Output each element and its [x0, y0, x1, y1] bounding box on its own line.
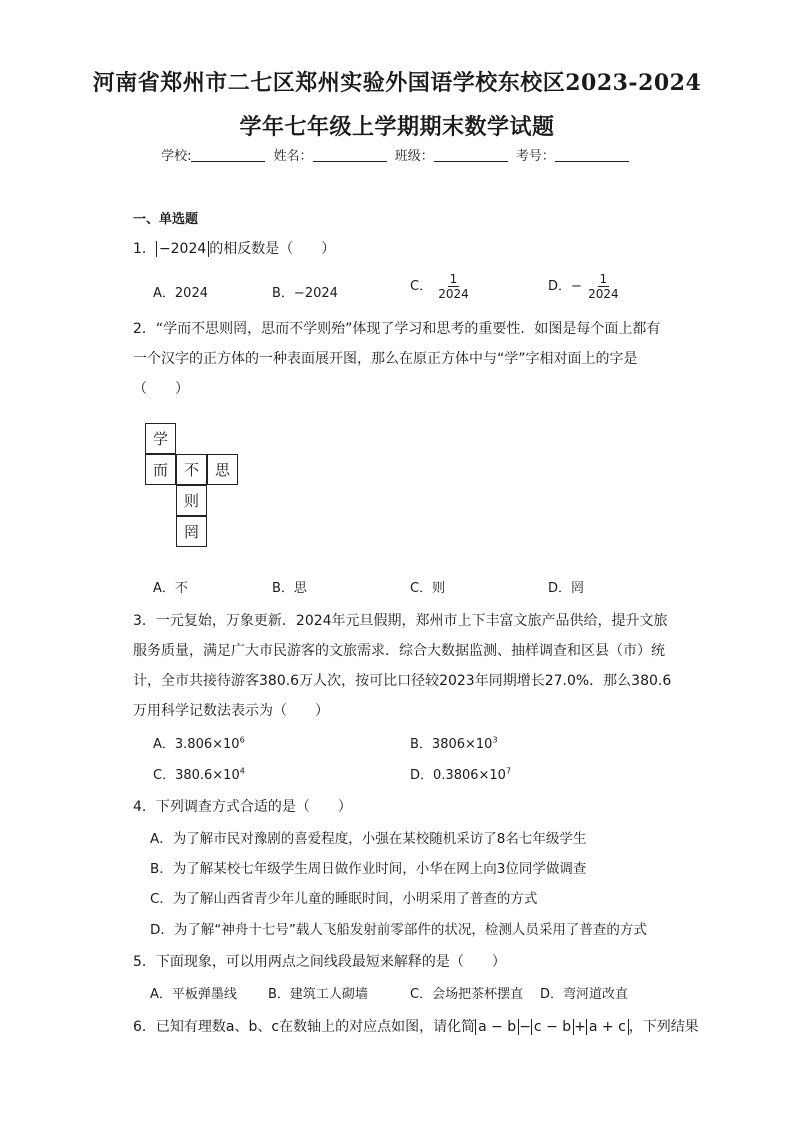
fraction: [436, 272, 471, 301]
q3-option-c[interactable]: [153, 764, 245, 783]
q5-option-a[interactable]: A．平板弹墨线: [150, 987, 237, 1002]
q6-stem-tail: ，下列结果: [628, 1019, 699, 1035]
q2-line2: 一个汉字的正方体的一种表面展开图，那么在原正方体中与“学”字相对面上的字是: [133, 351, 638, 367]
q5-option-c[interactable]: C．会场把茶杯摆直: [410, 987, 524, 1002]
minus-sign: −: [571, 279, 582, 294]
name-blank[interactable]: [313, 147, 387, 162]
q2-line3: （ ）: [133, 381, 189, 397]
exponent: 7: [505, 766, 512, 776]
q3-option-b[interactable]: [410, 733, 498, 752]
q6-minus: −: [519, 1019, 531, 1035]
q6-abs-a-plus-c: a + c: [586, 1019, 629, 1035]
q6-stem-text: 6．已知有理数a、b、c在数轴上的对应点如图，请化简: [133, 1019, 476, 1035]
section-heading: 一、单选题: [133, 212, 199, 227]
option-value: 3806×10: [431, 737, 493, 752]
net-cell-bu: 不: [176, 454, 207, 485]
q6-abs-a-minus-b: a − b: [475, 1019, 519, 1035]
q2-line1: 2．“学而不思则罔，思而不学则殆”体现了学习和思考的重要性．如图是每个面上都有: [133, 321, 661, 337]
q3-line3: 计，全市共接待游客380.6万人次，按可比口径较2023年同期增长27.0%．那么380.6: [133, 673, 672, 689]
q4-option-d[interactable]: D．为了解“神舟十七号”载人飞船发射前零部件的状况，检测人员采用了普查的方式: [150, 922, 647, 938]
q4-stem: 4．下列调查方式合适的是（ ）: [133, 799, 352, 815]
option-value: 2024: [174, 286, 208, 301]
q2-option-a[interactable]: A．不: [153, 581, 188, 596]
exam-title-line1: 河南省郑州市二七区郑州实验外国语学校东校区2023-2024: [92, 70, 702, 96]
q2-option-d[interactable]: D．罔: [548, 581, 585, 596]
q1-stem-text: 的相反数是（ ）: [209, 241, 336, 257]
denominator: 2024: [438, 287, 469, 301]
q3-line1: 3．一元复始，万象更新．2024年元旦假期，郑州市上下丰富文旅产品供给，提升文旅: [133, 613, 668, 629]
denominator: 2024: [588, 287, 619, 301]
net-cell-er: 而: [145, 454, 176, 485]
option-label: C．: [153, 768, 176, 783]
exam-number-blank[interactable]: [555, 147, 629, 162]
option-value: 0.3806×10: [433, 768, 506, 783]
q6-abs-c-minus-b: c − b: [531, 1019, 574, 1035]
option-label: A．: [153, 286, 175, 301]
q4-option-a[interactable]: A．为了解市民对豫剧的喜爱程度，小强在某校随机采访了8名七年级学生: [150, 831, 587, 847]
exponent: 6: [239, 735, 245, 745]
school-blank[interactable]: [191, 147, 265, 162]
question-1: [133, 238, 335, 258]
question-6: [133, 1016, 699, 1036]
q1-number: 1．: [133, 241, 156, 257]
option-label: C．: [410, 279, 433, 294]
q6-plus: +: [574, 1019, 586, 1035]
option-label: A．: [153, 737, 175, 752]
net-cell-si: 思: [207, 454, 238, 485]
option-value: −2024: [293, 286, 338, 301]
exam-number-label: 考号：: [515, 149, 555, 164]
q2-option-c[interactable]: C．则: [410, 581, 446, 596]
name-label: 姓名：: [273, 149, 313, 164]
q1-abs-value: −2024: [156, 241, 209, 257]
student-info-row: [0, 145, 794, 164]
cube-net-figure: [145, 423, 245, 553]
q1-option-c[interactable]: [410, 272, 471, 301]
q5-option-b[interactable]: B．建筑工人砌墙: [268, 987, 368, 1002]
class-blank[interactable]: [434, 147, 508, 162]
q4-option-b[interactable]: B．为了解某校七年级学生周日做作业时间，小华在网上向3位同学做调查: [150, 861, 587, 877]
q3-line2: 服务质量，满足广大市民游客的文旅需求．综合大数据监测、抽样调查和区县（市）统: [133, 643, 665, 659]
net-cell-wang: 罔: [176, 516, 207, 547]
net-cell-xue: 学: [145, 423, 176, 454]
fraction: [586, 272, 621, 301]
q4-option-c[interactable]: C．为了解山西省青少年儿童的睡眠时间，小明采用了普查的方式: [150, 891, 538, 907]
option-value: 3.806×10: [174, 737, 240, 752]
net-cell-ze: 则: [176, 485, 207, 516]
q2-option-b[interactable]: B．思: [272, 581, 307, 596]
option-label: D．: [548, 279, 572, 294]
q1-option-a[interactable]: [153, 282, 208, 301]
numerator: 1: [449, 272, 458, 286]
option-label: D．: [410, 768, 434, 783]
q3-option-d[interactable]: [410, 764, 511, 783]
q3-option-a[interactable]: [153, 733, 245, 752]
q1-option-b[interactable]: [272, 282, 338, 301]
option-label: B．: [410, 737, 432, 752]
q3-line4: 万用科学记数法表示为（ ）: [133, 703, 329, 719]
option-label: B．: [272, 286, 294, 301]
school-label: 学校:: [161, 149, 192, 164]
class-label: 班级：: [394, 149, 434, 164]
q1-option-d[interactable]: [548, 272, 621, 301]
numerator: 1: [599, 272, 608, 286]
exponent: 3: [492, 735, 498, 745]
option-value: 380.6×10: [175, 768, 240, 783]
exam-title-line2: 学年七年级上学期期末数学试题: [239, 114, 555, 140]
q5-option-d[interactable]: D．弯河道改直: [540, 987, 629, 1002]
q5-stem: 5．下面现象，可以用两点之间线段最短来解释的是（ ）: [133, 954, 506, 970]
exponent: 4: [239, 766, 245, 776]
